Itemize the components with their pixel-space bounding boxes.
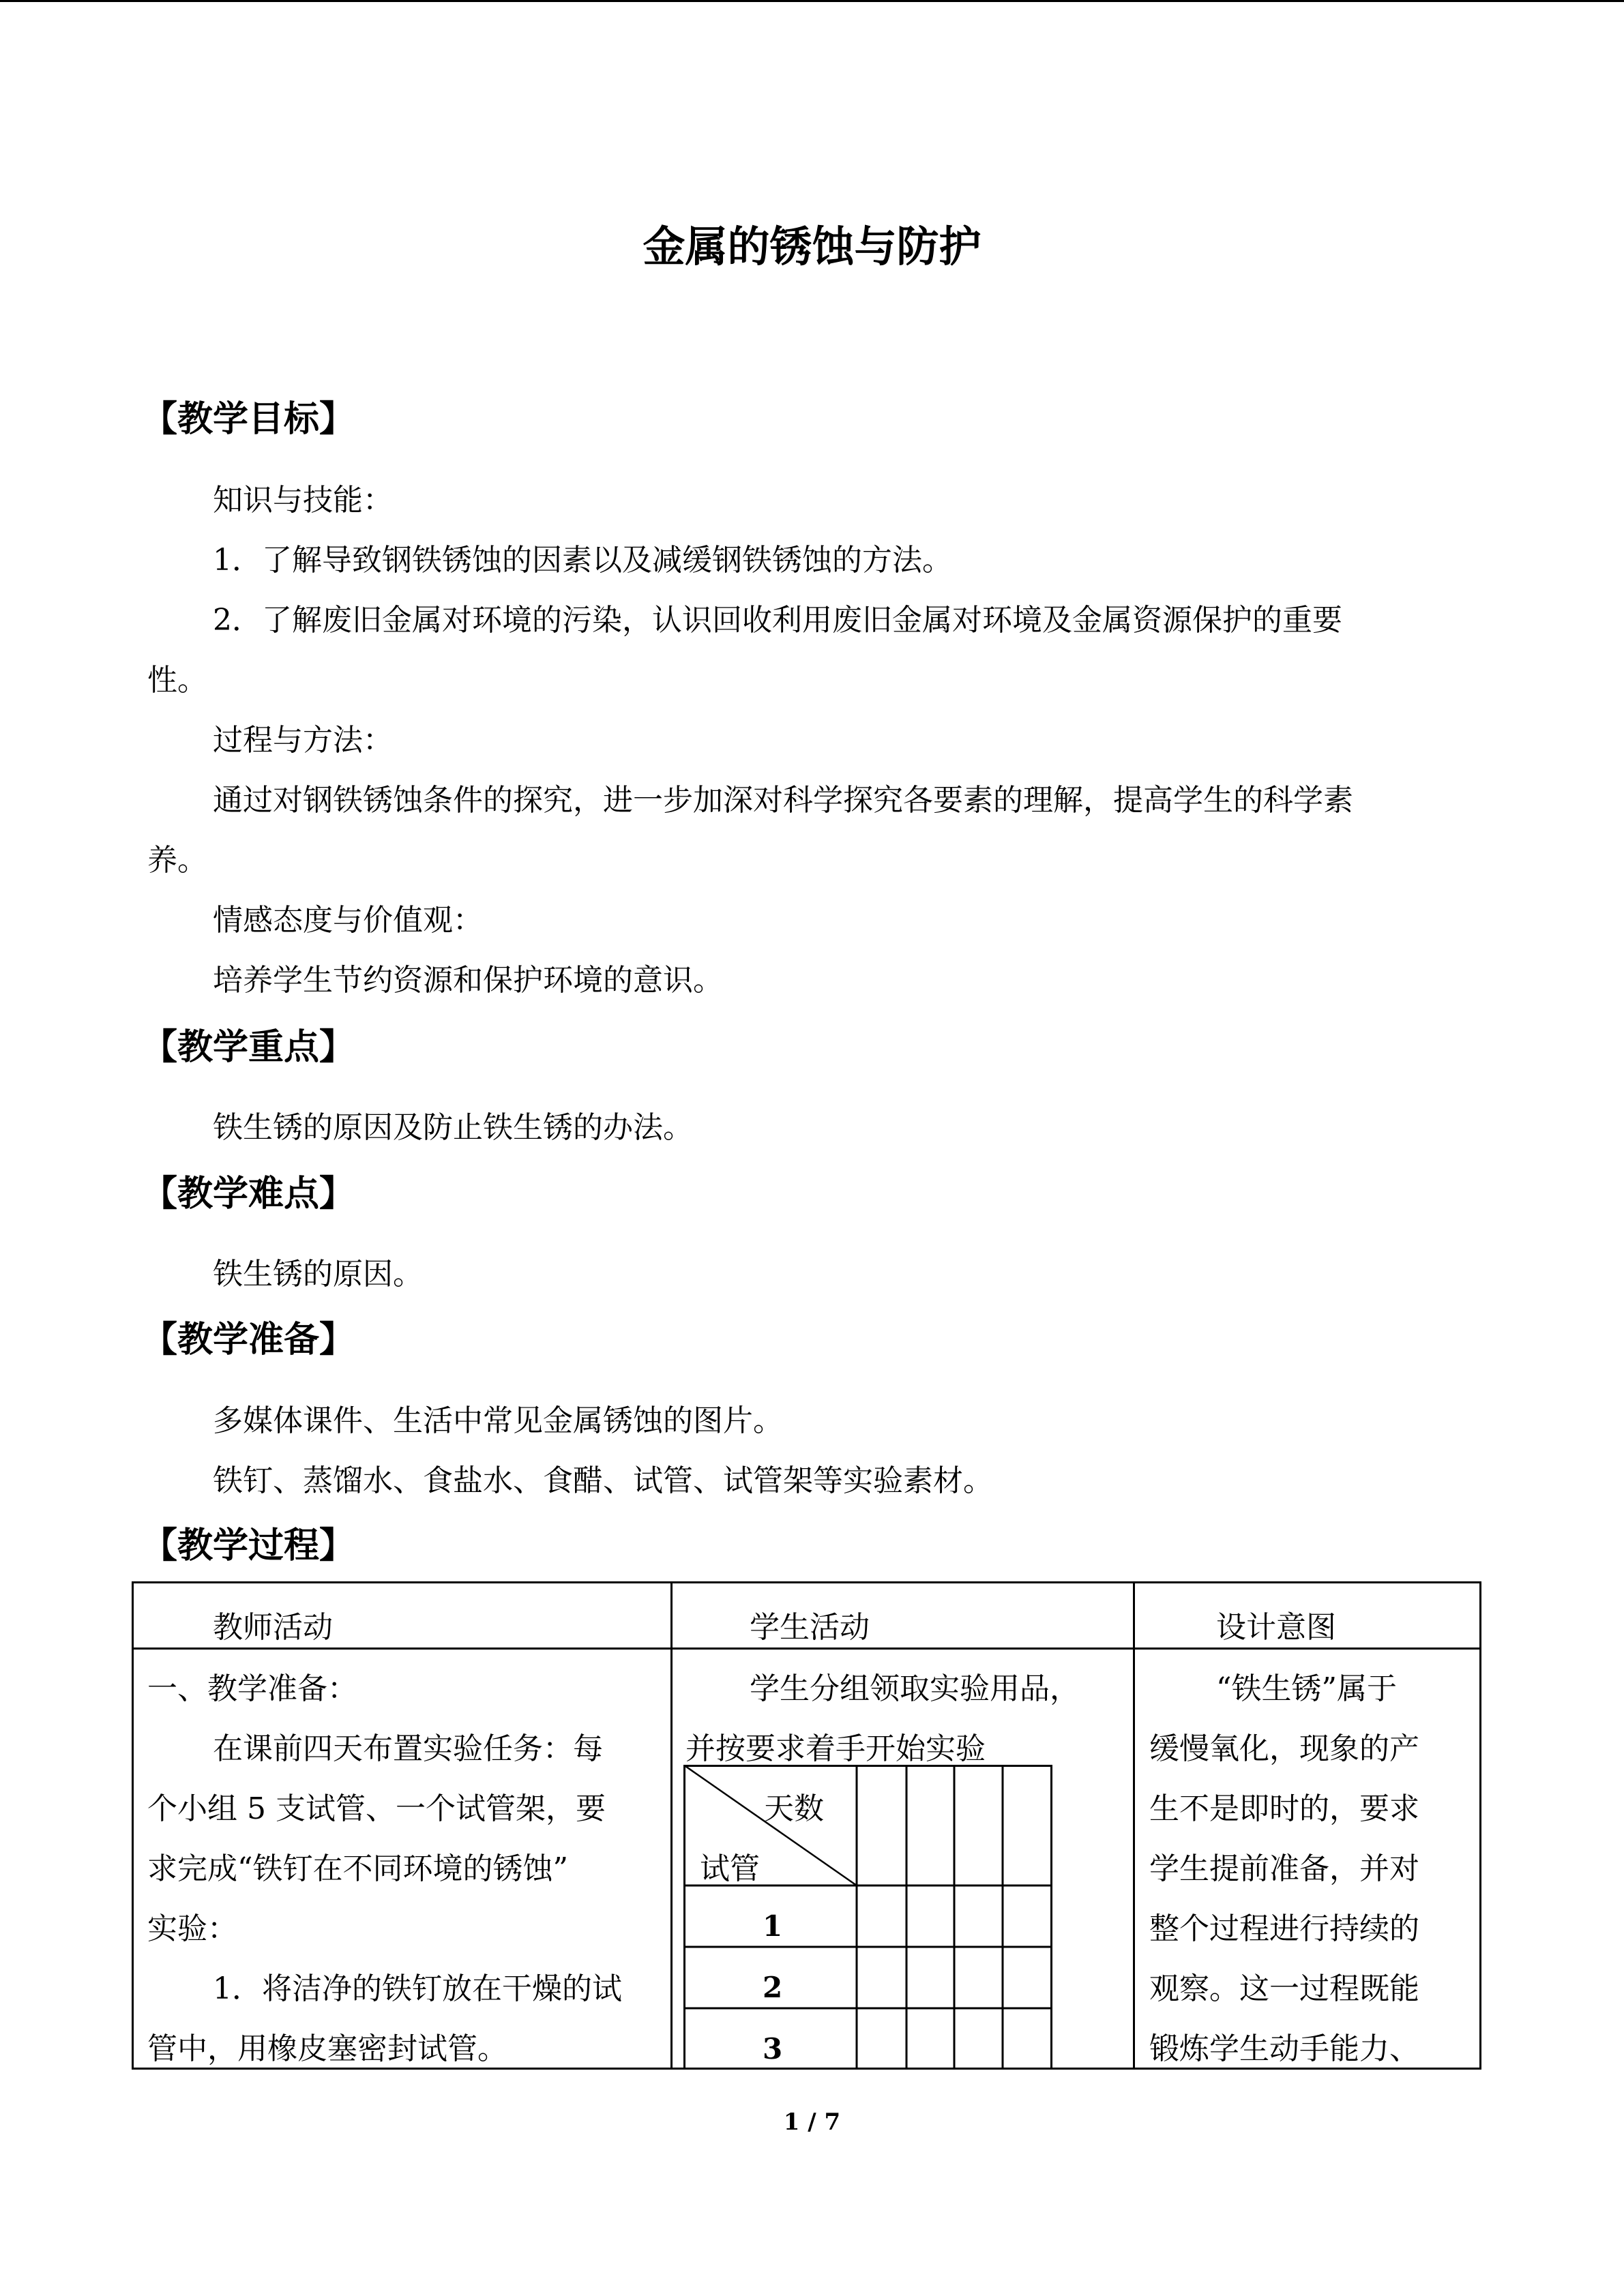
goal-line: 过程与方法： [213,723,393,758]
observation-header-days: 天数 [764,1791,824,1826]
goal-line: 2．了解废旧金属对环境的污染，认识回收利用废旧金属对环境及金属资源保护的重要 [213,603,1342,638]
design-line: 学生提前准备，并对 [1149,1851,1419,1886]
preparation-line: 铁钉、蒸馏水、食盐水、食醋、试管、试管架等实验素材。 [213,1463,993,1498]
observation-row-label: 2 [763,1971,783,2004]
design-line: 整个过程进行持续的 [1149,1911,1419,1946]
goal-line: 养。 [147,843,207,878]
design-line: 缓慢氧化，现象的产 [1149,1731,1419,1766]
heading-preparation: 【教学准备】 [142,1320,355,1360]
teacher-line: 在课前四天布置实验任务：每 [213,1731,603,1766]
heading-difficulties: 【教学难点】 [142,1174,355,1214]
heading-key-points: 【教学重点】 [142,1027,355,1068]
goal-line: 情感态度与价值观： [213,903,483,938]
design-line: 生不是即时的，要求 [1149,1791,1419,1826]
teacher-line: 个小组 5 支试管、一个试管架，要 [147,1791,606,1826]
design-line: 观察。这一过程既能 [1149,1971,1419,2006]
observation-grid-lines [683,1765,1052,2070]
teacher-line: 一、教学准备： [147,1671,357,1706]
header-student-activity: 学生活动 [750,1610,870,1645]
design-line: “铁生锈”属于 [1216,1671,1397,1706]
observation-row-label: 3 [763,2032,783,2066]
heading-teaching-process: 【教学过程】 [142,1525,355,1566]
teacher-line: 管中，用橡皮塞密封试管。 [147,2031,507,2066]
design-line: 锻炼学生动手能力、 [1149,2031,1419,2066]
header-design-intent: 设计意图 [1216,1610,1336,1645]
observation-table [683,1765,1052,2070]
teacher-line: 求完成“铁钉在不同环境的锈蚀” [147,1851,568,1886]
goal-line: 培养学生节约资源和保护环境的意识。 [213,963,723,998]
column-divider [670,1583,673,2068]
goal-line: 性。 [147,663,207,698]
student-line: 学生分组领取实验用品， [750,1671,1080,1706]
teacher-line: 1．将洁净的铁钉放在干燥的试 [213,1971,622,2006]
observation-row-label: 1 [763,1909,783,1943]
document-title: 金属的锈蚀与防护 [643,222,981,271]
page-top-border [0,0,1624,2]
observation-header-tubes: 试管 [700,1851,760,1886]
teacher-line: 实验： [147,1911,237,1946]
difficulties-text: 铁生锈的原因。 [213,1257,423,1292]
heading-teaching-goals: 【教学目标】 [142,399,355,440]
goal-line: 1．了解导致钢铁锈蚀的因素以及减缓钢铁锈蚀的方法。 [213,543,952,578]
goal-line: 知识与技能： [213,483,393,518]
preparation-line: 多媒体课件、生活中常见金属锈蚀的图片。 [213,1403,783,1438]
student-line: 并按要求着手开始实验 [685,1731,986,1766]
column-divider [1133,1583,1135,2068]
page-number: 1 / 7 [783,2108,841,2136]
key-points-text: 铁生锈的原因及防止铁生锈的办法。 [213,1110,693,1145]
header-teacher-activity: 教师活动 [213,1610,333,1645]
header-row-divider [134,1648,1479,1650]
goal-line: 通过对钢铁锈蚀条件的探究，进一步加深对科学探究各要素的理解，提高学生的科学素 [213,783,1353,818]
